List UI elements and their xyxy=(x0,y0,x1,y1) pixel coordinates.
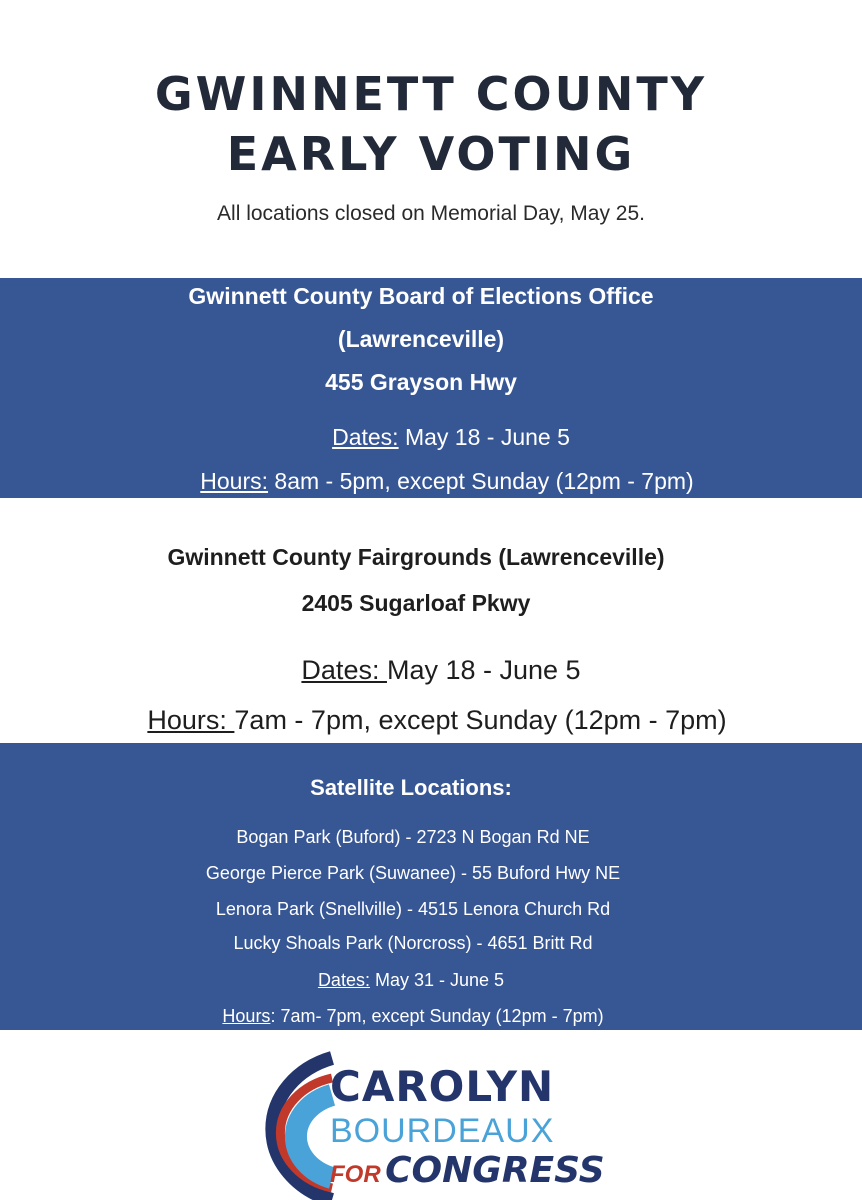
logo-line2: BOURDEAUX xyxy=(330,1112,555,1150)
title-line-1: GWINNETT COUNTY xyxy=(154,67,708,121)
satellite-dates-label: Dates: xyxy=(317,970,370,990)
location1-hours xyxy=(16,468,862,495)
satellite-location: Bogan Park (Buford) - 2723 N Bogan Rd NE xyxy=(236,827,590,847)
satellite-hours xyxy=(0,1006,844,1027)
location2-name: Gwinnett County Fairgrounds (Lawrenceville) xyxy=(167,544,665,570)
satellite-location: Lucky Shoals Park (Norcross) - 4651 Britt Rd xyxy=(233,933,593,953)
location1-hours-value: 8am - 5pm, except Sunday (12pm - 7pm) xyxy=(268,468,694,494)
location2-dates-value: May 18 - June 5 xyxy=(386,655,581,685)
logo-arcs-icon xyxy=(232,1050,342,1200)
satellite-dates-value: May 31 - June 5 xyxy=(369,970,505,990)
satellite-heading: Satellite Locations: xyxy=(310,775,512,800)
satellite-location: Lenora Park (Snellville) - 4515 Lenora Church Rd xyxy=(215,899,611,919)
logo-line3 xyxy=(330,1150,605,1191)
location1-dates-label: Dates: xyxy=(332,424,399,450)
logo-congress: CONGRESS xyxy=(385,1150,605,1191)
satellite-hours-value: : 7am- 7pm, except Sunday (12pm - 7pm) xyxy=(270,1006,604,1026)
location2-address: 2405 Sugarloaf Pkwy xyxy=(301,590,531,616)
location2-dates xyxy=(10,655,862,686)
satellite-hours-label: Hours xyxy=(222,1006,271,1026)
satellite-location: George Pierce Park (Suwanee) - 55 Buford Hwy NE xyxy=(205,863,621,883)
location1-dates xyxy=(20,424,862,451)
title-line-2: EARLY VOTING xyxy=(226,127,636,181)
logo-line1: CAROLYN xyxy=(330,1062,555,1111)
location1-hours-label: Hours: xyxy=(200,468,269,494)
location1-address: 455 Grayson Hwy xyxy=(325,369,517,395)
location1-name: Gwinnett County Board of Elections Office xyxy=(188,283,654,309)
subtitle: All locations closed on Memorial Day, May 25. xyxy=(217,202,645,225)
location2-hours xyxy=(6,705,862,736)
logo-for: FOR xyxy=(330,1161,381,1188)
campaign-logo xyxy=(232,1050,605,1200)
location2-hours-label: Hours: xyxy=(147,705,235,735)
location1-dates-value: May 18 - June 5 xyxy=(398,424,570,450)
satellite-band xyxy=(0,743,862,1030)
location2-dates-label: Dates: xyxy=(301,655,387,685)
location2-hours-value: 7am - 7pm, except Sunday (12pm - 7pm) xyxy=(234,705,727,735)
satellite-dates xyxy=(0,970,842,991)
location1-city: (Lawrenceville) xyxy=(337,326,505,352)
location1-band xyxy=(0,278,862,498)
